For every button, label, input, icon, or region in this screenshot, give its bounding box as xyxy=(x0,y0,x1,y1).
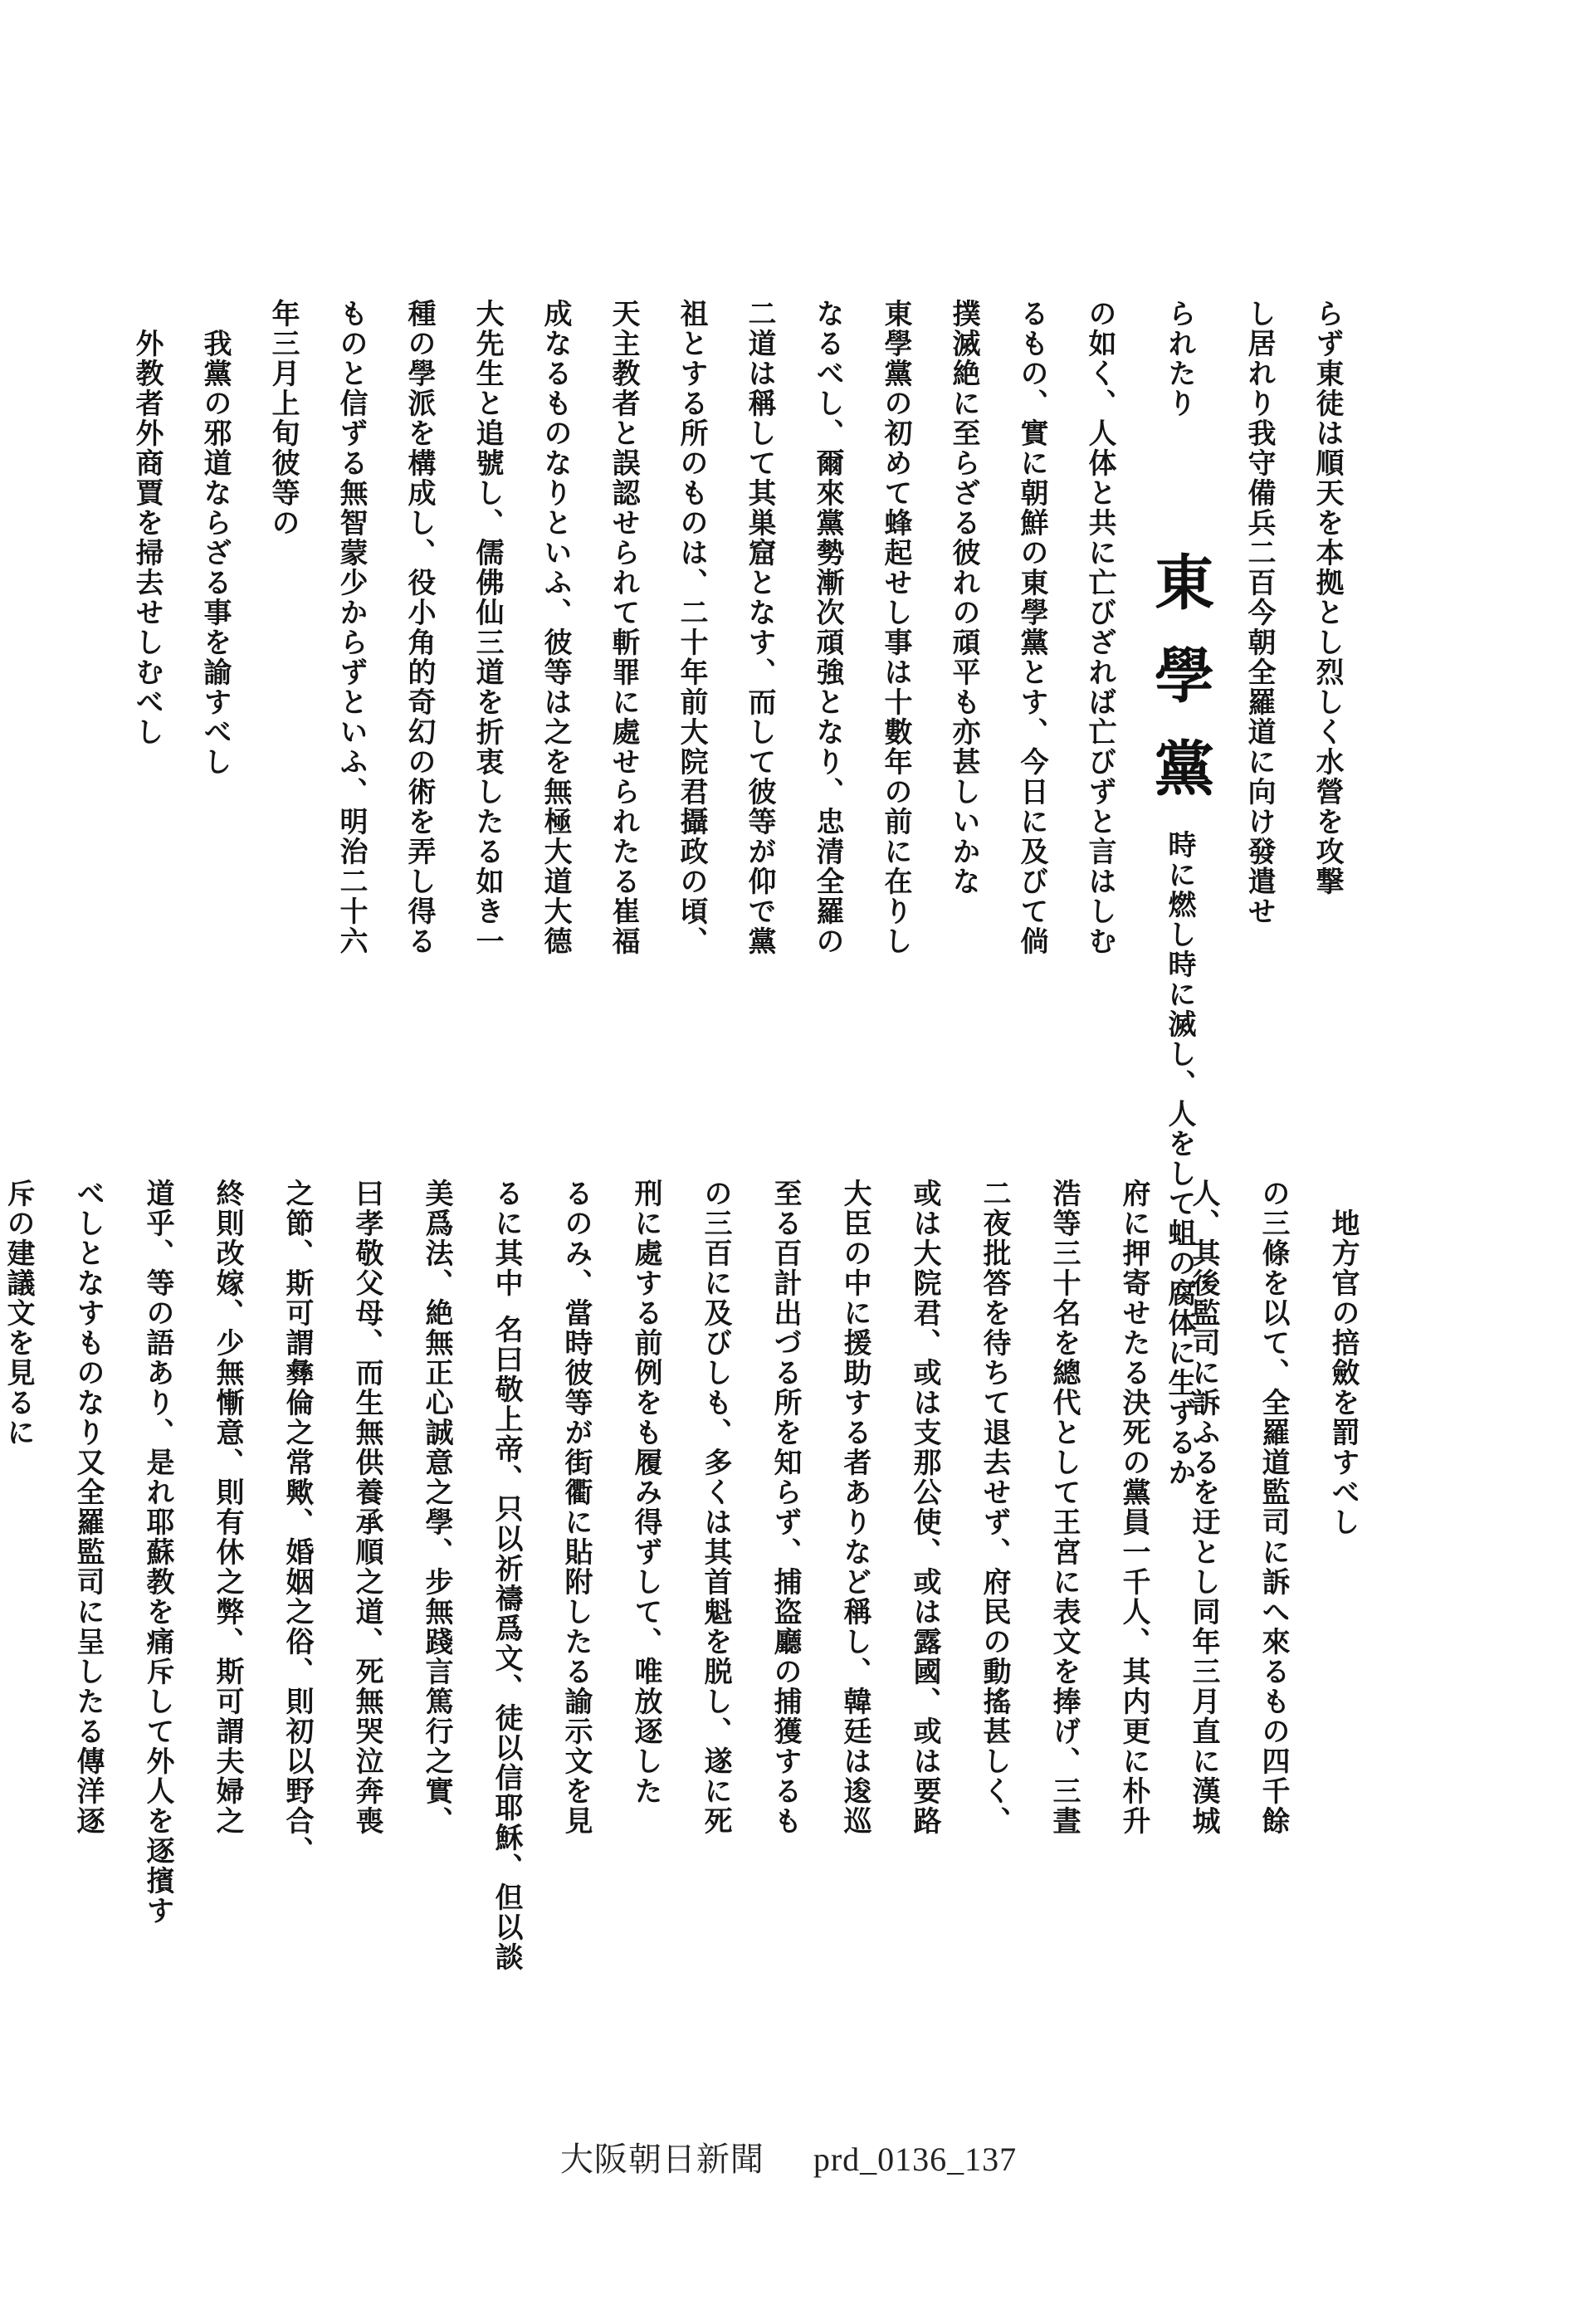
article-upper xyxy=(130,299,1361,1487)
quoted-edict-text: 名曰敬上帝、只以祈禱爲文、徒以信耶穌、但以談 美爲法、絶無正心誠意之學、步無踐言篤行之實、 曰孝敬父母、而生無供養承順之道、死無哭泣奔喪 之節、斯可謂彝倫之常歟、婚姻之俗、則初以野合、 終則改嫁、少無慚意、則有休之弊、斯可謂夫婦之 道乎、 xyxy=(141,1179,523,1972)
article-body-lower: 地方官の掊斂を罰すべし の三條を以て、全羅道監司に訴へ來るもの四千餘 人、其後監司に訴ふるを迂とし同年三月直に漢城 府に押寄せたる決死の黨員一千人、其内更に朴升 浩等三十名を總代として王宮に表文を捧げ、三晝 二夜批答を待ちて退去せず、府民の動搖甚しく、 或は大院君、或は支那公使、或は露國、或は要路 大臣の中に援助する者ありなど稱し、韓廷は逡巡 至る百計出づる所を知らず、捕盗廳の捕獲するも の三百に及びしも、多くは其首魁を脱し、遂に死 刑に處する前例をも履み得ずして、唯放逐した るのみ、當時彼等が街衢に貼附したる諭示文を見 るに其中 xyxy=(490,1179,1360,1836)
newspaper-name: 大阪朝日新聞 xyxy=(559,2141,764,2178)
article-title: 東學黨 xyxy=(1145,551,1215,830)
article-lower xyxy=(2,1179,1378,2075)
article-body-tail: 等の語あり、是れ耶蘇教を痛斥して外人を逐擯す べしとなすものなり又全羅監司に呈したる傳洋逐 斥の建議文を見るに xyxy=(2,1179,174,1926)
article-body-upper: 時に燃し時に滅し、人をして蛆の腐体に生ずるか の如く、人体と共に亡びざれば亡びずと言はしむ るもの、實に朝鮮の東學黨とす、今日に及びて倘 撲滅絶に至らざる彼れの頑平も亦甚しいかな 東學黨の初めて蜂起せし事は十數年の前に在りし なるべし、爾來黨勢漸次頑強となり、忠清全羅の 二道は稱して其巣窟となす、而して彼等が仰で黨 祖とする所のものは、二十年前大院君攝政の頃、 天主教者と誤認せられて斬罪に處せられたる崔福 成なるものなりといふ、彼等は之を無極大道大德 大先生と追號し、儒佛仙三道を折衷したる如き一 種の學派を構成し、役小角的奇幻の術を弄し得る ものと信ずる無智蒙少からずといふ、明治二十六 年三月上旬彼等の 我黨の邪道ならざる事を諭すべし 外教者外商賈を掃去せしむべし xyxy=(130,299,1196,1487)
preceding-article-text: らず東徒は順天を本拠とし烈しく水營を攻撃 し居れり我守備兵二百今朝全羅道に向け發遣せ られたり xyxy=(1163,299,1344,926)
page-footer xyxy=(0,2133,1577,2180)
page-identifier: prd_0136_137 xyxy=(813,2141,1018,2178)
